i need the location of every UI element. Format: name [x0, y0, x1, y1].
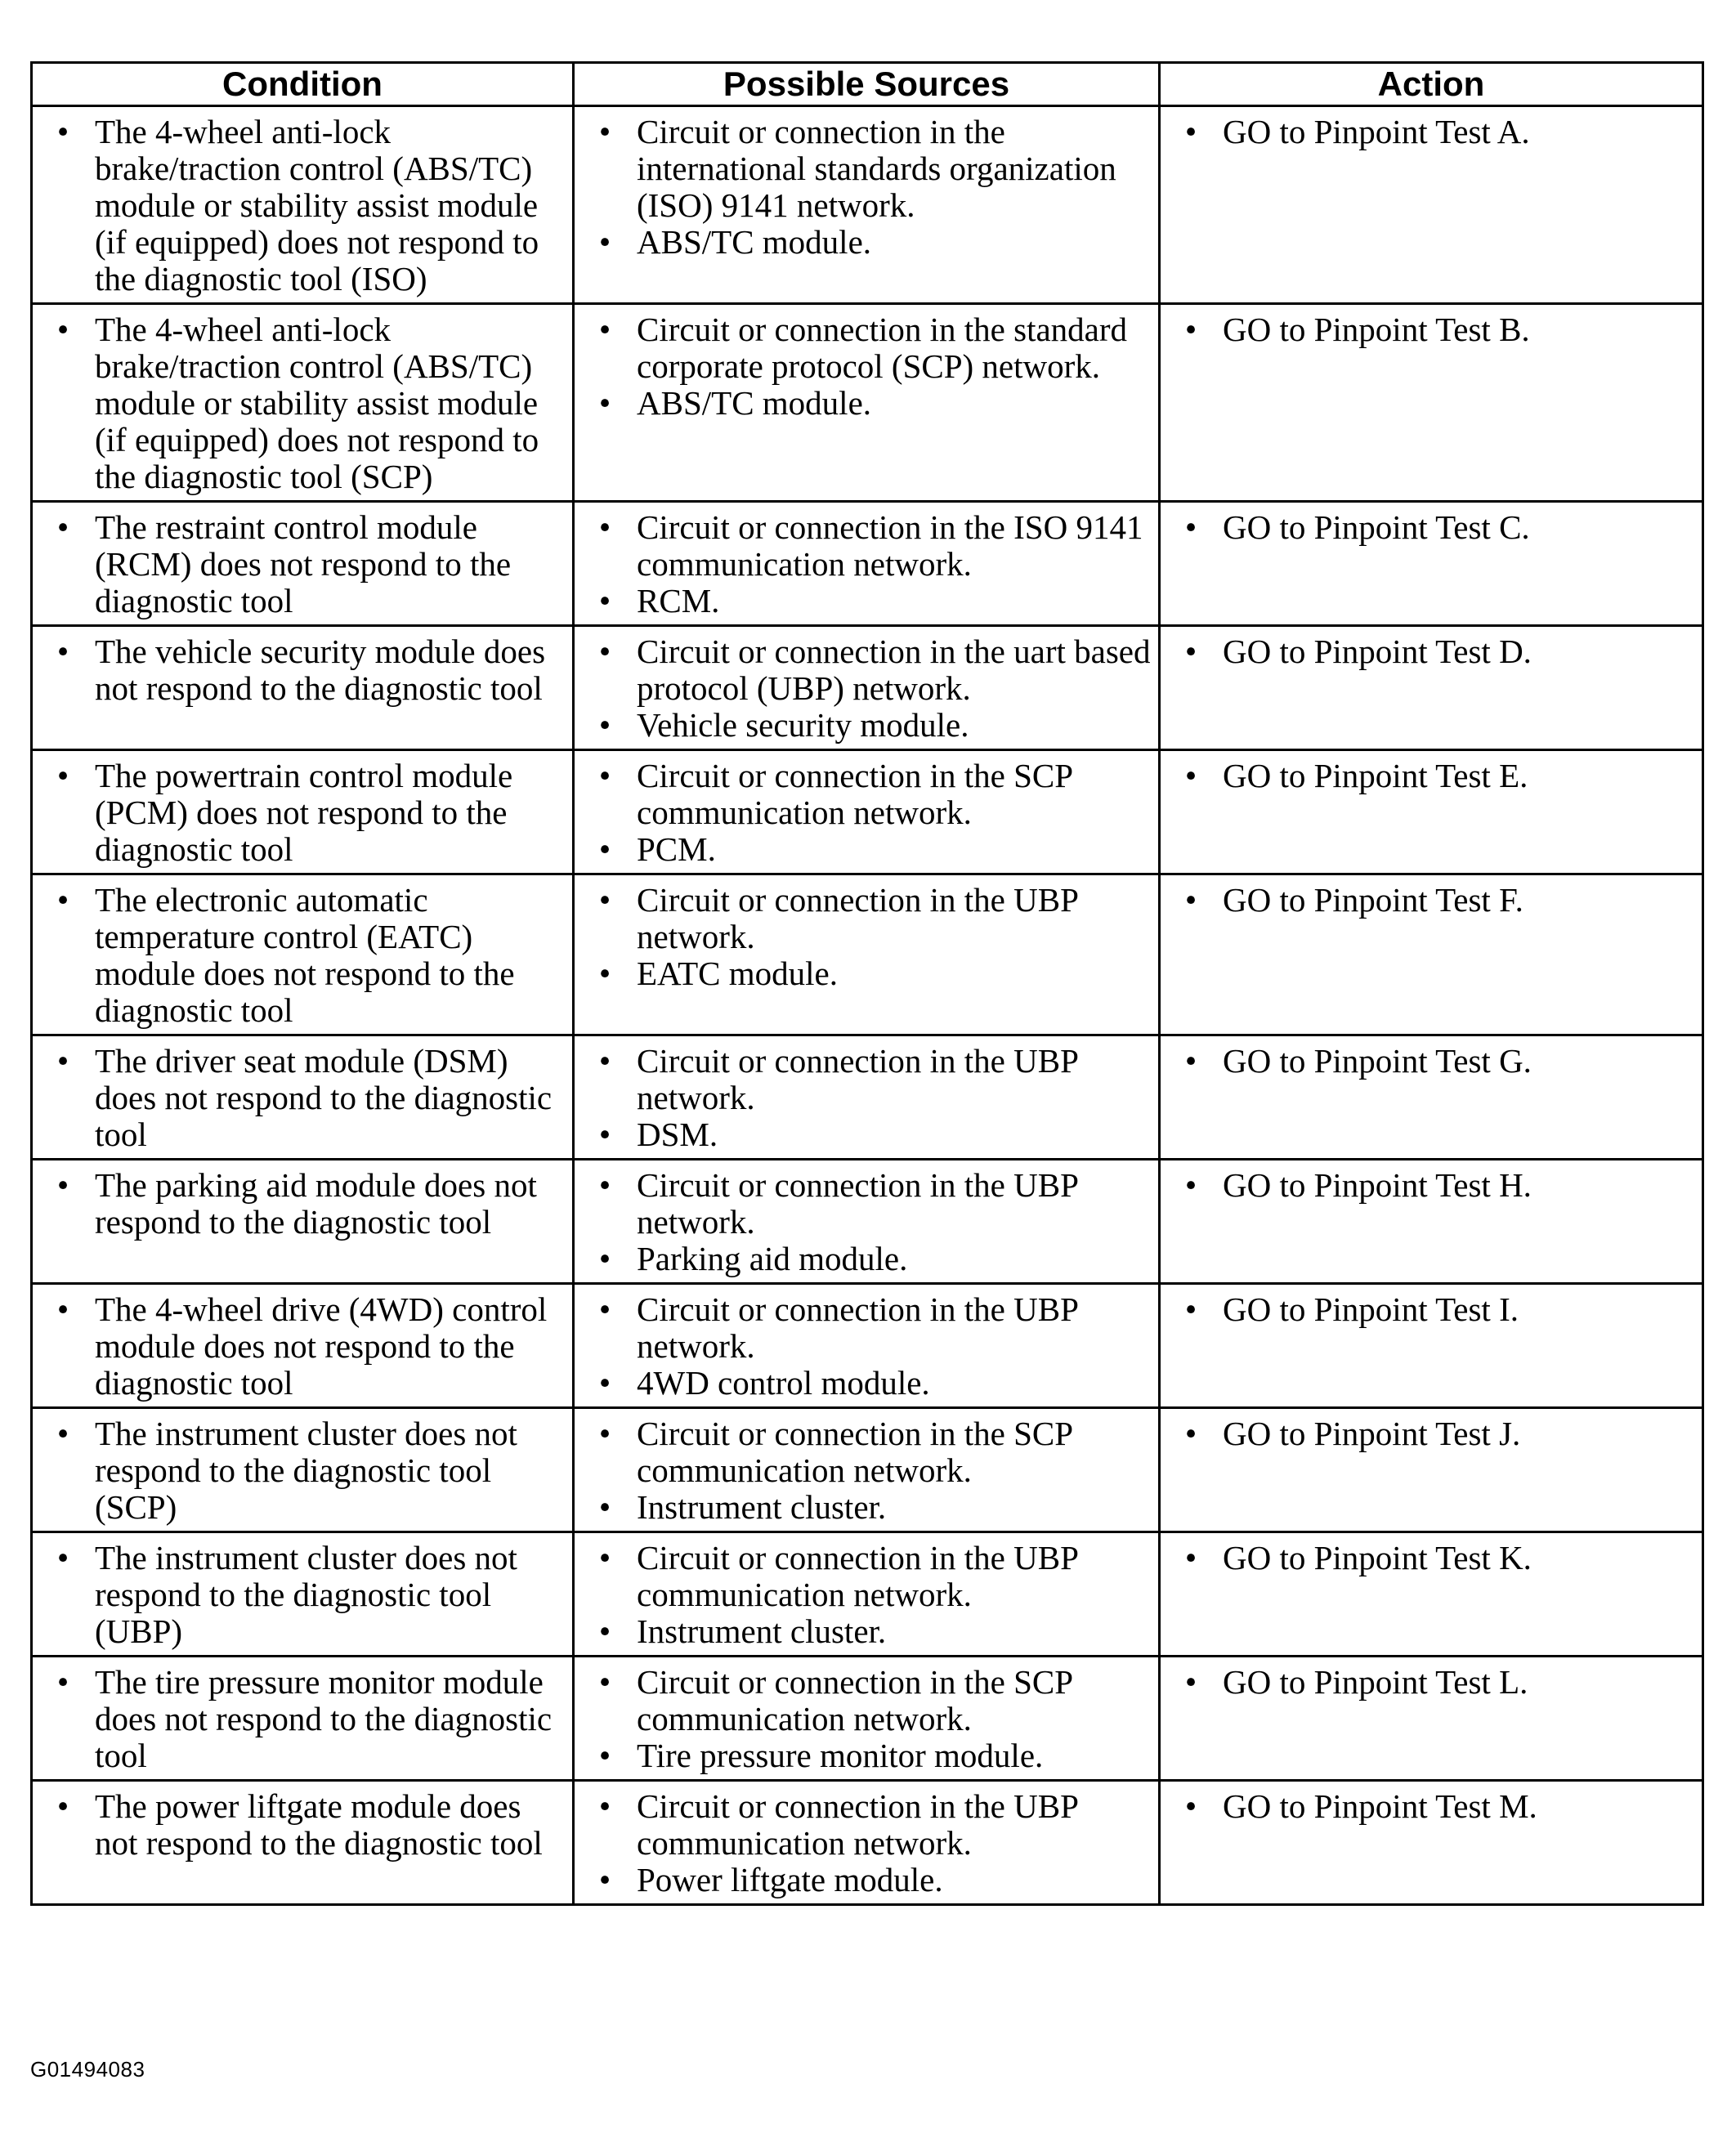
bullet-icon: • — [598, 508, 611, 546]
bullet-icon: • — [56, 1042, 69, 1080]
list-item-text: Circuit or connection in the UBP communication network. — [637, 1539, 1078, 1613]
list-item-text: The power liftgate module does not respond to the diagnostic tool — [95, 1787, 543, 1862]
list-item — [581, 224, 1152, 261]
bullet-list — [1167, 1664, 1695, 1701]
action-cell — [1160, 1532, 1703, 1657]
list-item — [39, 633, 566, 707]
bullet-icon: • — [598, 1787, 611, 1825]
bullet-icon: • — [56, 113, 69, 150]
list-item — [581, 311, 1152, 385]
list-item — [39, 509, 566, 619]
condition-cell — [32, 304, 574, 502]
list-item-text: The powertrain control module (PCM) does not respond to the diagnostic tool — [95, 757, 513, 868]
list-item — [581, 385, 1152, 422]
bullet-icon: • — [1184, 113, 1197, 150]
diagnostic-table-container — [30, 61, 1702, 1906]
list-item — [1167, 311, 1695, 348]
bullet-icon: • — [56, 1415, 69, 1452]
bullet-list — [1167, 114, 1695, 150]
figure-id: G01494083 — [30, 2057, 145, 2082]
list-item — [39, 114, 566, 297]
list-item-text: The 4-wheel anti-lock brake/traction control (ABS/TC) module or stability assist module (if equipped) does not respond to the diagnostic tool (SCP) — [95, 311, 539, 495]
list-item-text: RCM. — [637, 582, 720, 619]
list-item — [581, 1291, 1152, 1365]
bullet-icon: • — [598, 955, 611, 992]
bullet-list — [39, 882, 566, 1029]
possible-sources-cell — [574, 304, 1160, 502]
bullet-icon: • — [598, 1240, 611, 1277]
list-item-text: Tire pressure monitor module. — [637, 1737, 1044, 1774]
condition-cell — [32, 1284, 574, 1408]
list-item — [1167, 1540, 1695, 1576]
list-item — [39, 1788, 566, 1862]
condition-cell — [32, 1657, 574, 1781]
bullet-icon: • — [598, 1488, 611, 1526]
list-item-text: Vehicle security module. — [637, 706, 969, 744]
condition-cell — [32, 874, 574, 1035]
list-item — [581, 1788, 1152, 1862]
list-item — [1167, 1664, 1695, 1701]
action-cell — [1160, 502, 1703, 626]
list-item — [581, 1540, 1152, 1613]
table-row — [32, 1160, 1703, 1284]
possible-sources-cell — [574, 1035, 1160, 1160]
list-item — [581, 882, 1152, 955]
list-item — [581, 1043, 1152, 1116]
bullet-icon: • — [598, 1861, 611, 1898]
bullet-icon: • — [598, 582, 611, 619]
list-item — [39, 758, 566, 868]
bullet-icon: • — [598, 1166, 611, 1204]
table-row — [32, 1657, 1703, 1781]
list-item-text: Circuit or connection in the UBP network. — [637, 1042, 1078, 1116]
bullet-list — [1167, 1415, 1695, 1452]
list-item-text: GO to Pinpoint Test E. — [1223, 757, 1528, 794]
list-item — [1167, 1167, 1695, 1204]
bullet-list — [581, 311, 1152, 422]
bullet-icon: • — [1184, 1539, 1197, 1576]
list-item-text: The 4-wheel drive (4WD) control module does not respond to the diagnostic tool — [95, 1290, 548, 1402]
bullet-icon: • — [1184, 881, 1197, 919]
list-item-text: Circuit or connection in the ISO 9141 communication network. — [637, 508, 1143, 583]
bullet-icon: • — [56, 1539, 69, 1576]
list-item-text: The restraint control module (RCM) does not respond to the diagnostic tool — [95, 508, 512, 619]
bullet-icon: • — [598, 1290, 611, 1328]
list-item — [39, 882, 566, 1029]
bullet-icon: • — [598, 830, 611, 868]
table-row — [32, 1781, 1703, 1905]
possible-sources-cell — [574, 1284, 1160, 1408]
possible-sources-cell — [574, 1160, 1160, 1284]
bullet-icon: • — [598, 1415, 611, 1452]
bullet-list — [581, 1043, 1152, 1153]
list-item-text: Parking aid module. — [637, 1240, 908, 1277]
bullet-list — [39, 1540, 566, 1650]
list-item — [39, 1167, 566, 1241]
bullet-list — [39, 509, 566, 619]
list-item-text: GO to Pinpoint Test J. — [1223, 1415, 1521, 1452]
bullet-list — [39, 114, 566, 297]
condition-cell — [32, 1532, 574, 1657]
list-item-text: The 4-wheel anti-lock brake/traction control (ABS/TC) module or stability assist module (if equipped) does not respond to the diagnostic tool (ISO) — [95, 113, 539, 297]
list-item — [581, 758, 1152, 831]
list-item-text: GO to Pinpoint Test C. — [1223, 508, 1530, 546]
possible-sources-cell — [574, 626, 1160, 750]
bullet-icon: • — [56, 1787, 69, 1825]
bullet-icon: • — [56, 757, 69, 794]
list-item — [581, 1862, 1152, 1898]
list-item — [39, 311, 566, 495]
bullet-icon: • — [598, 1539, 611, 1576]
bullet-icon: • — [598, 633, 611, 670]
bullet-list — [39, 1291, 566, 1402]
list-item — [1167, 1291, 1695, 1328]
list-item-text: Circuit or connection in the UBP network. — [637, 1166, 1078, 1241]
list-item — [581, 1613, 1152, 1650]
list-item-text: Circuit or connection in the standard corporate protocol (SCP) network. — [637, 311, 1128, 385]
list-item — [581, 1365, 1152, 1402]
table-row — [32, 1532, 1703, 1657]
bullet-icon: • — [1184, 1290, 1197, 1328]
list-item-text: Circuit or connection in the SCP communication network. — [637, 757, 1072, 831]
bullet-list — [1167, 882, 1695, 919]
bullet-icon: • — [598, 1042, 611, 1080]
bullet-list — [1167, 1291, 1695, 1328]
list-item-text: The parking aid module does not respond to the diagnostic tool — [95, 1166, 537, 1241]
list-item — [39, 1291, 566, 1402]
possible-sources-cell — [574, 874, 1160, 1035]
list-item-text: GO to Pinpoint Test K. — [1223, 1539, 1532, 1576]
symptom-chart-table — [30, 61, 1704, 1906]
list-item-text: GO to Pinpoint Test L. — [1223, 1663, 1528, 1701]
bullet-icon: • — [1184, 633, 1197, 670]
bullet-icon: • — [598, 223, 611, 261]
bullet-list — [581, 114, 1152, 261]
bullet-list — [581, 882, 1152, 992]
bullet-list — [39, 311, 566, 495]
list-item — [581, 633, 1152, 707]
condition-cell — [32, 502, 574, 626]
column-header-condition: Condition — [32, 63, 574, 106]
list-item — [39, 1043, 566, 1153]
bullet-list — [39, 1664, 566, 1774]
bullet-icon: • — [1184, 1415, 1197, 1452]
table-row — [32, 874, 1703, 1035]
list-item — [39, 1415, 566, 1526]
list-item-text: EATC module. — [637, 955, 838, 992]
table-row — [32, 626, 1703, 750]
bullet-list — [581, 1415, 1152, 1526]
bullet-list — [581, 1291, 1152, 1402]
action-cell — [1160, 1160, 1703, 1284]
bullet-list — [39, 1788, 566, 1862]
possible-sources-cell — [574, 106, 1160, 304]
list-item-text: PCM. — [637, 830, 716, 868]
bullet-list — [1167, 311, 1695, 348]
list-item-text: Circuit or connection in the SCP communication network. — [637, 1663, 1072, 1737]
list-item — [581, 114, 1152, 224]
bullet-icon: • — [56, 508, 69, 546]
bullet-icon: • — [1184, 1166, 1197, 1204]
bullet-icon: • — [598, 1612, 611, 1650]
list-item — [581, 1664, 1152, 1737]
list-item-text: 4WD control module. — [637, 1364, 930, 1402]
possible-sources-cell — [574, 1781, 1160, 1905]
table-header-row — [32, 63, 1703, 106]
list-item-text: The tire pressure monitor module does not respond to the diagnostic tool — [95, 1663, 553, 1774]
bullet-list — [39, 633, 566, 707]
condition-cell — [32, 1035, 574, 1160]
table-row — [32, 106, 1703, 304]
list-item — [1167, 1788, 1695, 1825]
action-cell — [1160, 1781, 1703, 1905]
condition-cell — [32, 750, 574, 874]
bullet-list — [581, 1540, 1152, 1650]
bullet-list — [1167, 1788, 1695, 1825]
table-row — [32, 502, 1703, 626]
condition-cell — [32, 1408, 574, 1532]
list-item-text: GO to Pinpoint Test B. — [1223, 311, 1530, 348]
list-item — [581, 509, 1152, 583]
bullet-icon: • — [1184, 1787, 1197, 1825]
bullet-icon: • — [598, 384, 611, 422]
list-item-text: The electronic automatic temperature control (EATC) module does not respond to the diagnostic tool — [95, 881, 515, 1029]
list-item-text: Instrument cluster. — [637, 1612, 887, 1650]
bullet-icon: • — [598, 881, 611, 919]
list-item — [581, 1241, 1152, 1277]
bullet-icon: • — [56, 633, 69, 670]
bullet-icon: • — [56, 311, 69, 348]
list-item — [581, 1489, 1152, 1526]
bullet-list — [1167, 1167, 1695, 1204]
action-cell — [1160, 626, 1703, 750]
list-item — [581, 1116, 1152, 1153]
table-row — [32, 1408, 1703, 1532]
bullet-icon: • — [598, 757, 611, 794]
column-header-possible-sources: Possible Sources — [574, 63, 1160, 106]
possible-sources-cell — [574, 1657, 1160, 1781]
list-item-text: Circuit or connection in the UBP network. — [637, 881, 1078, 955]
possible-sources-cell — [574, 502, 1160, 626]
bullet-icon: • — [1184, 1042, 1197, 1080]
possible-sources-cell — [574, 750, 1160, 874]
bullet-list — [581, 1167, 1152, 1277]
condition-cell — [32, 1781, 574, 1905]
condition-cell — [32, 626, 574, 750]
list-item — [581, 583, 1152, 619]
table-body — [32, 106, 1703, 1905]
list-item — [1167, 633, 1695, 670]
bullet-list — [1167, 509, 1695, 546]
list-item — [1167, 882, 1695, 919]
bullet-icon: • — [56, 1166, 69, 1204]
action-cell — [1160, 750, 1703, 874]
column-header-action: Action — [1160, 63, 1703, 106]
list-item — [1167, 509, 1695, 546]
bullet-icon: • — [1184, 311, 1197, 348]
list-item-text: Circuit or connection in the international standards organization (ISO) 9141 network. — [637, 113, 1116, 224]
list-item — [581, 1167, 1152, 1241]
action-cell — [1160, 1284, 1703, 1408]
list-item — [1167, 1415, 1695, 1452]
table-row — [32, 750, 1703, 874]
table-row — [32, 304, 1703, 502]
bullet-icon: • — [598, 1364, 611, 1402]
list-item-text: GO to Pinpoint Test A. — [1223, 113, 1530, 150]
list-item-text: Circuit or connection in the UBP network. — [637, 1290, 1078, 1365]
action-cell — [1160, 874, 1703, 1035]
bullet-icon: • — [1184, 1663, 1197, 1701]
bullet-list — [39, 1167, 566, 1241]
list-item-text: DSM. — [637, 1116, 718, 1153]
list-item-text: Circuit or connection in the SCP communication network. — [637, 1415, 1072, 1489]
bullet-icon: • — [56, 1663, 69, 1701]
bullet-icon: • — [598, 311, 611, 348]
list-item-text: ABS/TC module. — [637, 384, 872, 422]
bullet-list — [1167, 633, 1695, 670]
list-item-text: GO to Pinpoint Test G. — [1223, 1042, 1532, 1080]
list-item-text: The instrument cluster does not respond to the diagnostic tool (SCP) — [95, 1415, 517, 1526]
list-item — [1167, 758, 1695, 794]
list-item-text: GO to Pinpoint Test F. — [1223, 881, 1523, 919]
bullet-list — [39, 1043, 566, 1153]
possible-sources-cell — [574, 1408, 1160, 1532]
list-item-text: Power liftgate module. — [637, 1861, 943, 1898]
action-cell — [1160, 106, 1703, 304]
bullet-list — [581, 758, 1152, 868]
bullet-list — [1167, 758, 1695, 794]
list-item-text: The vehicle security module does not respond to the diagnostic tool — [95, 633, 546, 707]
condition-cell — [32, 106, 574, 304]
bullet-icon: • — [56, 1290, 69, 1328]
possible-sources-cell — [574, 1532, 1160, 1657]
action-cell — [1160, 1657, 1703, 1781]
list-item-text: Circuit or connection in the UBP communication network. — [637, 1787, 1078, 1862]
condition-cell — [32, 1160, 574, 1284]
list-item — [39, 1540, 566, 1650]
list-item — [1167, 1043, 1695, 1080]
table-row — [32, 1284, 1703, 1408]
action-cell — [1160, 1035, 1703, 1160]
list-item-text: ABS/TC module. — [637, 223, 872, 261]
bullet-list — [39, 1415, 566, 1526]
bullet-list — [1167, 1540, 1695, 1576]
bullet-icon: • — [598, 1737, 611, 1774]
list-item-text: GO to Pinpoint Test M. — [1223, 1787, 1537, 1825]
bullet-list — [39, 758, 566, 868]
bullet-list — [581, 509, 1152, 619]
list-item-text: The instrument cluster does not respond to the diagnostic tool (UBP) — [95, 1539, 517, 1650]
list-item — [581, 831, 1152, 868]
bullet-list — [1167, 1043, 1695, 1080]
table-row — [32, 1035, 1703, 1160]
list-item-text: GO to Pinpoint Test I. — [1223, 1290, 1519, 1328]
list-item-text: The driver seat module (DSM) does not respond to the diagnostic tool — [95, 1042, 553, 1153]
list-item — [581, 1737, 1152, 1774]
list-item-text: Circuit or connection in the uart based protocol (UBP) network. — [637, 633, 1151, 707]
bullet-icon: • — [1184, 508, 1197, 546]
list-item-text: Instrument cluster. — [637, 1488, 887, 1526]
bullet-icon: • — [598, 1663, 611, 1701]
list-item — [581, 1415, 1152, 1489]
bullet-icon: • — [1184, 757, 1197, 794]
list-item — [581, 955, 1152, 992]
action-cell — [1160, 304, 1703, 502]
action-cell — [1160, 1408, 1703, 1532]
bullet-icon: • — [598, 706, 611, 744]
bullet-icon: • — [598, 1116, 611, 1153]
list-item — [1167, 114, 1695, 150]
bullet-list — [581, 1664, 1152, 1774]
bullet-list — [581, 633, 1152, 744]
bullet-icon: • — [598, 113, 611, 150]
list-item — [581, 707, 1152, 744]
bullet-list — [581, 1788, 1152, 1898]
bullet-icon: • — [56, 881, 69, 919]
list-item — [39, 1664, 566, 1774]
list-item-text: GO to Pinpoint Test H. — [1223, 1166, 1532, 1204]
list-item-text: GO to Pinpoint Test D. — [1223, 633, 1532, 670]
